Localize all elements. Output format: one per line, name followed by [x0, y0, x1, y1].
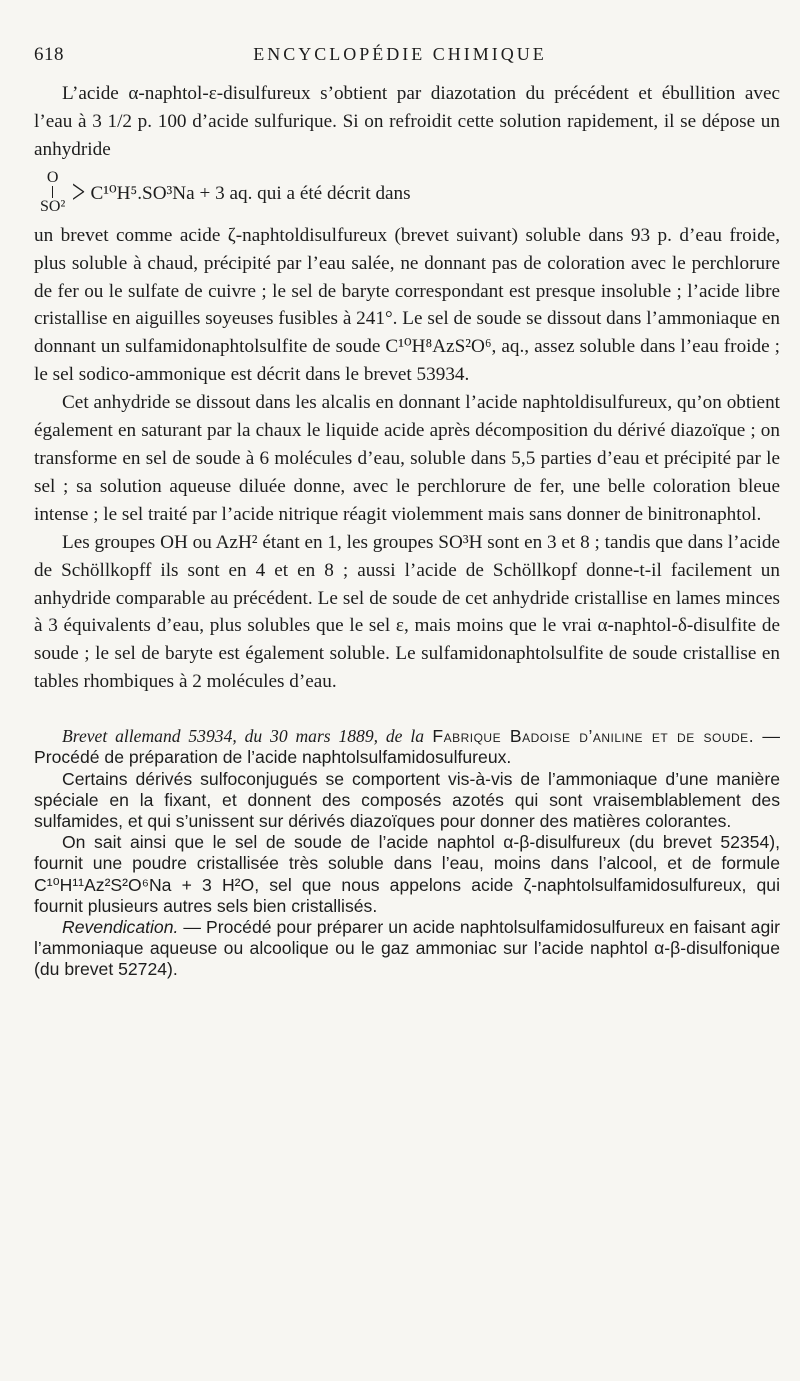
claim-label: Revendication.: [62, 916, 179, 937]
patent-paragraph-1: Certains dérivés sulfoconjugués se comportent vis-à-vis de l’ammoniaque d’une manière spéciale en la fixant, et donnent des composés azotés qui sont vraisemblablement des sulfamides, et qui s’unissent sur dérivés diazoïques pour donner des matières colorantes.: [34, 768, 780, 831]
patent-company: Fabrique Badoise d’aniline et de soude.: [432, 726, 755, 747]
paragraph-2: Cet anhydride se dissout dans les alcalis en donnant l’acide naphtoldisulfureux, qu’on obtient également en saturant par la chaux le liquide acide après décomposition du dérivé diazoïque ; on transforme en sel de soude à 6 molécules d’eau, soluble dans 5,5 parties d’eau et précipité par le sel ; sa solution aqueuse diluée donne, avec le perchlorure de fer, une belle coloration bleue intense ; le sel traité par l’acide nitrique réagit violemment mais sans donner de binitronaphtol.: [34, 392, 780, 525]
structure-so2: SO²: [40, 197, 66, 215]
patent-claim: [34, 917, 780, 981]
patent-heading-title: — Procédé de préparation de l’acide naphtolsulfamidosulfureux.: [34, 726, 780, 768]
main-text: [34, 80, 780, 696]
paragraph-3: Les groupes OH ou AzH² étant en 1, les groupes SO³H sont en 3 et 8 ; tandis que dans l’acide de Schöllkopff ils sont en 4 et en 8 ; aussi l’acide de Schöllkopf donne-t-il facilement un anhydride comparable au précédent. Le sel de soude de cet anhydride cristallise en lames minces à 3 équivalents d’eau, plus solubles que le sel ε, mais moins que le vrai α-naphtol-δ-disulfite de soude ; le sel de baryte est également soluble. Le sulfamidonaphtolsulfite de soude cristallise en tables rhombiques à 2 molécules d’eau.: [34, 531, 780, 693]
claim-text: — Procédé pour préparer un acide naphtolsulfamidosulfureux en faisant agir l’ammoniaque aqueuse ou alcoolique ou le gaz ammoniac sur l’acide naphtol α-β-disulfonique (du brevet 52724).: [34, 916, 780, 980]
structure-bond: [52, 186, 53, 198]
paragraph-1-continued: un brevet comme acide ζ-naphtoldisulfureux (brevet suivant) soluble dans 93 p. d’eau froide, plus soluble à chaud, précipité par l’eau salée, ne donnant pas de coloration avec le perchlorure de fer ou le sulfate de cuivre ; le sel de baryte correspondant est presque insoluble ; l’acide libre cristallise en aiguilles soyeuses fusibles à 241°. Le sel de soude se dissout dans l’ammoniaque en donnant un sulfamidonaphtolsulfite de soude C¹⁰H⁸AzS²O⁶, aq., assez soluble dans l’eau froide ; le sel sodico-ammonique est décrit dans le brevet 53934.: [34, 224, 780, 386]
structure-bracket: >: [72, 173, 86, 211]
page-number: 618: [34, 44, 64, 65]
anhydride-structure: [40, 169, 65, 215]
anhydride-formula-text: C¹⁰H⁵.SO³Na + 3 aq. qui a été décrit dans: [90, 182, 411, 204]
running-title: ENCYCLOPÉDIE CHIMIQUE: [253, 44, 547, 64]
patent-section: [34, 726, 780, 980]
patent-heading: [34, 726, 780, 768]
patent-heading-italic: Brevet allemand 53934, du 30 mars 1889, de la: [62, 726, 424, 747]
patent-paragraph-2: On sait ainsi que le sel de soude de l’acide naphtol α-β-disulfureux (du brevet 52354), fournit une poudre cristallisée très soluble dans l’eau, moins dans l’alcool, et de formule C¹⁰H¹¹Az²S²O⁶Na + 3 H²O, sel que nous appelons acide ζ-naphtolsulfamidosulfureux, qui fournit plusieurs autres sels bien cristallisés.: [34, 832, 780, 916]
page-header: [0, 44, 800, 68]
page-body: [34, 80, 780, 981]
anhydride-formula-line: [34, 164, 780, 222]
paragraph-1-opening: L’acide α-naphtol-ε-disulfureux s’obtient par diazotation du précédent et ébullition avec l’eau à 3 1/2 p. 100 d’acide sulfurique. Si on refroidit cette solution rapidement, il se dépose un anhydride: [34, 83, 780, 160]
structure-oxygen: O: [46, 168, 59, 186]
